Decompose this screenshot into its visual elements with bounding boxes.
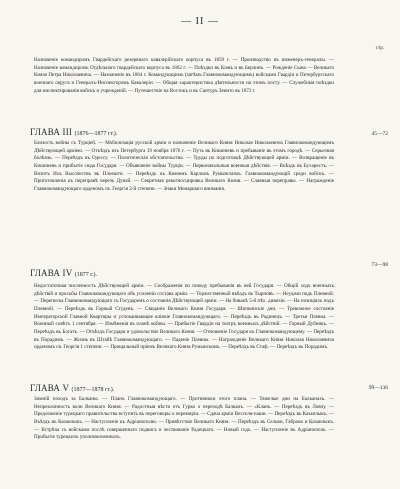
chapter-pages: 73—98 — [371, 262, 388, 268]
chapter-summary: Близость войны съ Турціей. — Мобилизація русской арміи и назначеніе Великаго Князя Николая Николаевича Главнокомандующимъ Дѣйствующей арміею. — Отъѣздъ изъ Петербурга 19 ноября 1876 г. — Путь въ Кишиневъ и пребываніе въ этомъ городѣ. — Серьезная болѣзнь. — Переѣздъ въ Одессу. — Политическія обстоятельства. — Труды по подготовкѣ Дѣйствующей арміи. — Возвращеніе въ Кишиневъ и прибытіе сюда Государя. — Объявленіе войны Турціи. — Первоначальныя военныя дѣйствія. — Въѣздъ въ Бухарестъ. — Визитъ Ихъ Высочествъ въ Плоешти. — Переѣздъ къ Княземъ Карломъ Румынскимъ. Главнокомандующій среди войскъ. — Приготовленія къ переправѣ черезъ Дунай. — Секретная рекогносцировка Великаго Князя. — Славныя переправы. — Награжденіе Главнокомандующаго орденомъ св. Георгія 2-й степени. — Знаки Монаршаго вниманія. — [34, 140, 334, 192]
chapter-title: ГЛАВА V — [30, 383, 70, 393]
chapter-years: (1876—1877 гг.). — [74, 131, 118, 137]
intro-paragraph: Назначеніе командиромъ Гвардейскаго резервнаго кавалерійскаго корпуса въ 1859 г. — Производство въ инженеръ-генералы. — Назначеніе командиромъ Отдѣльнаго гвардейскаго корпуса въ 1862 г. — Поѣздки въ Кіевъ и въ Берлинъ. — Рожденіе Сына — Великаго Князя Петра Николаевича. — Назначеніе въ 1864 г. Командующимъ (затѣмъ Главнокомандующимъ) войсками Гвардіи и Петербургскаго военнаго округа и Генералъ-Инспекторомъ Кавалеріи. — Общая характеристика дѣятельности на этомъ посту. — Служебныя поѣздки для инспектированія войскъ и учрежденій. — Путешествіе на Востокъ и въ Сантуръ Зенито въ 1872 г. — [34, 57, 334, 94]
chapter-heading — [30, 127, 117, 137]
chapter-summary: Зимній походъ за Балканы. — Планъ Главнокомандующаго. — Противники этого плана. — Тяжелые дни на Балканахъ. — Непреклонность воли Великаго Князя. — Радостныя вѣсти отъ Гурко о переходѣ Балканъ. — «Кланъ. — Переѣздъ въ Ловчу. — Предложеніе турецкаго правительства вступить въ переговоры о перемиріи. — Сдача арміи Весселя-паши. — Переѣздъ въ Казанлыкъ. — Въѣздъ въ Казанлыкъ. — Наступленіе къ Адріанополю. — Привѣтствіе Великаго Князя. — Переѣздъ въ Сельви, Габрово и Казанлыкъ. — Встрѣча съ войсками послѣ совершеннаго подвига и чествованіе Радецкаго. — Новый годъ. — Наступленіе въ Адріанополь. — Прибытіе турецкихъ уполномоченныхъ. — [34, 396, 334, 441]
chapter-title: ГЛАВА III — [30, 127, 73, 137]
chapter-summary: Недостаточная численность Дѣйствующей арміи. — Соображенія по поводу пребыванія въ ней Государя. — Общій ходъ военныхъ дѣйствій и просьбы Главнокомандующаго объ усиленіи состава арміи. — Торжественный въѣздъ въ Тырновъ. — Неудачи подъ Плевной. — Переписка Главнокомандующаго съ Государемъ о состоянія Дѣйствующей арміи. — На бивакѣ 5-й пѣх. дивизіи. — На позиціяхъ подъ Плевной. — Переѣздъ въ Горный Студенъ. — Свиданіе Великаго Князя Государя. — Шипкинскіе дни. — Тревожное состояніе Императорской Главной Квартиры и успокаивающее вліяніе Главнокомандующаго. — Переѣздъ въ Радинецъ. — Третья Плевна. — Военный совѣтъ 1 сентября. — Измѣненія въ планѣ войны. — Прибытіе Гвардіи на театръ военныхъ дѣйствій. — Горный Дубнякъ. — Переѣздъ въ Богатъ. — Отъѣздъ Государя и удовольствіе Великаго Князя. — Отношеніе Государя къ Главнокомандующему. — Переѣздъ въ Порадимъ. — Жизнь въ Штабѣ Главнокомандующаго. — Паденіе Плевны. — Награжденіе Великаго Князя Николая Николаевича орденомъ св. Георгія 1 степени. — Прощальный пріемъ Великаго Князя Румынскомъ. — Переѣздъ въ Стаф. — Переѣздъ въ Порадимъ. — [34, 283, 334, 351]
chapter-years: (1877 г.). — [74, 272, 97, 278]
page-number: — II — — [181, 16, 219, 27]
chapter-pages: 99—136 — [368, 385, 388, 391]
chapter-heading — [30, 383, 114, 393]
chapter-title: ГЛАВА IV — [30, 268, 73, 278]
chapter-years: (1877—1878 гг.). — [71, 387, 115, 393]
chapter-pages: 45—72 — [371, 131, 388, 137]
chapter-heading — [30, 268, 97, 278]
page-column-header: стр. — [375, 46, 384, 51]
